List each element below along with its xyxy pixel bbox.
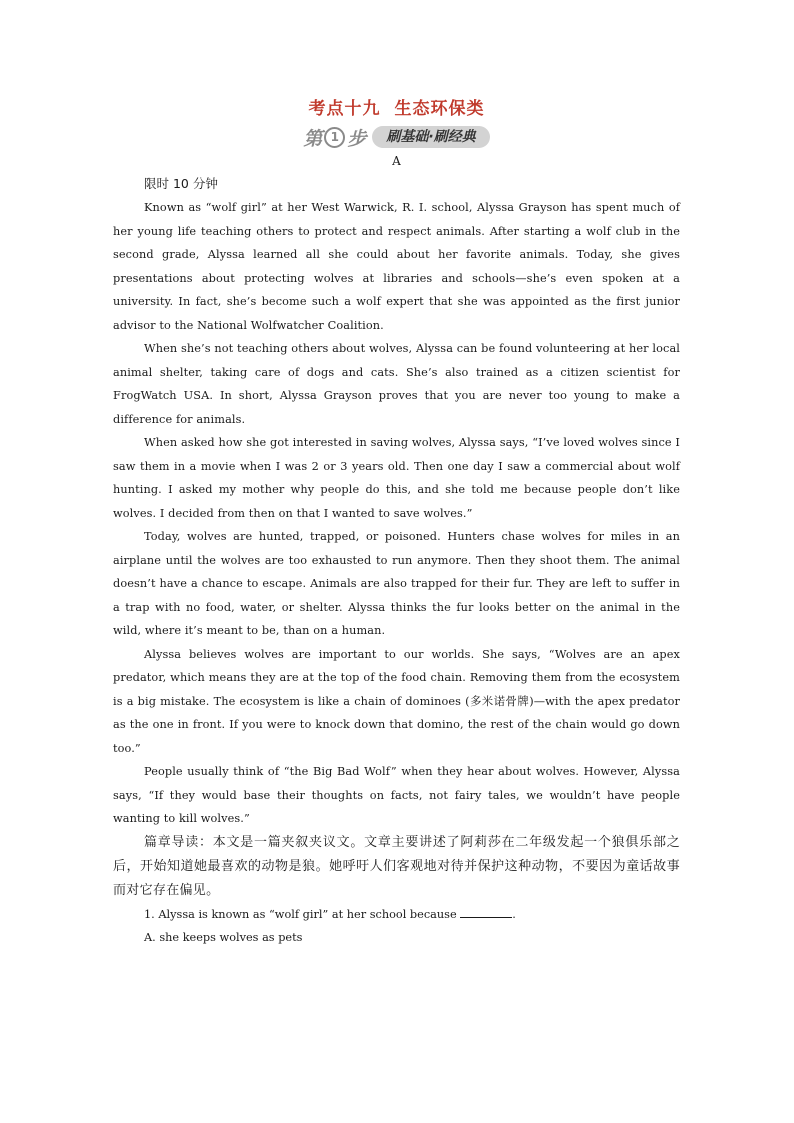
passage-paragraph-6: People usually think of “the Big Bad Wolf” when they hear about wolves. However, Alyssa says, “If they would base their thoughts on facts, not fairy tales, we wouldn’t have people wanting to kill wolves.” [113,765,680,825]
question-1-option-a: A. she keeps wolves as pets [144,931,303,944]
passage-paragraph-3: When asked how she got interested in saving wolves, Alyssa says, “I’ve loved wolves since I saw them in a movie when I was 2 or 3 years old. Then one day I saw a commercial about wolf hunting. I asked my mother why people do this, and she told me because people don’t like wolves. I decided from then on that I wanted to save wolves.” [113,436,680,520]
step-pill-badge: 刷基础·刷经典 [372,126,489,148]
passage-paragraph-1: Known as “wolf girl” at her West Warwick, R. I. school, Alyssa Grayson has spent much of her young life teaching others to protect and respect animals. After starting a wolf club in the second grade, Alyssa learned all she could about her favorite animals. Today, she gives presentations about protecting wolves at libraries and schools—she’s even spoken at a university. In fact, she’s become such a wolf expert that she was appointed as the first junior advisor to the National Wolfwatcher Coalition. [113,201,680,332]
title-topic-name: 生态环保类 [394,99,485,119]
step-label [303,124,366,151]
passage-paragraph-5: Alyssa believes wolves are important to our worlds. She says, “Wolves are an apex predator, which means they are at the top of the food chain. Removing them from the ecosystem is a big mistake. The ecosystem is like a chain of dominoes (多米诺骨牌)—with the apex predator as the one in front. If you were to knock down that domino, the rest of the chain would go down too.” [113,647,680,755]
step-prefix: 第 [303,127,323,150]
question-1-stem [113,903,680,927]
section-letter: A [392,154,401,168]
title-topic-number: 考点十九 [308,99,381,119]
answer-blank [460,905,512,918]
step-banner [113,124,680,150]
question-1-end: . [512,907,516,921]
passage-paragraph-2: When she’s not teaching others about wolves, Alyssa can be found volunteering at her local animal shelter, taking care of dogs and cats. She’s also trained as a citizen scientist for FrogWatch USA. In short, Alyssa Grayson proves that you are never too young to make a difference for animals. [113,342,680,426]
question-1-text: 1. Alyssa is known as “wolf girl” at her school because [144,907,461,921]
document-page [113,96,680,950]
passage-paragraph-4: Today, wolves are hunted, trapped, or poisoned. Hunters chase wolves for miles in an airplane until the wolves are too exhausted to run anymore. Then they shoot them. The animal doesn’t have a chance to escape. Animals are also trapped for their fur. They are left to suffer in a trap with no food, water, or shelter. Alyssa thinks the fur looks better on the animal in the wild, where it’s meant to be, than on a human. [113,530,680,637]
step-number-circle: 1 [324,127,345,148]
time-limit: 限时 10 分钟 [144,176,218,191]
step-suffix: 步 [347,127,367,150]
passage-guide: 篇章导读：本文是一篇夹叙夹议文。文章主要讲述了阿莉莎在二年级发起一个狼俱乐部之后，开始知道她最喜欢的动物是狼。她呼吁人们客观地对待并保护这种动物，不要因为童话故事而对它存在偏见。 [113,834,680,898]
page-title [113,96,680,122]
